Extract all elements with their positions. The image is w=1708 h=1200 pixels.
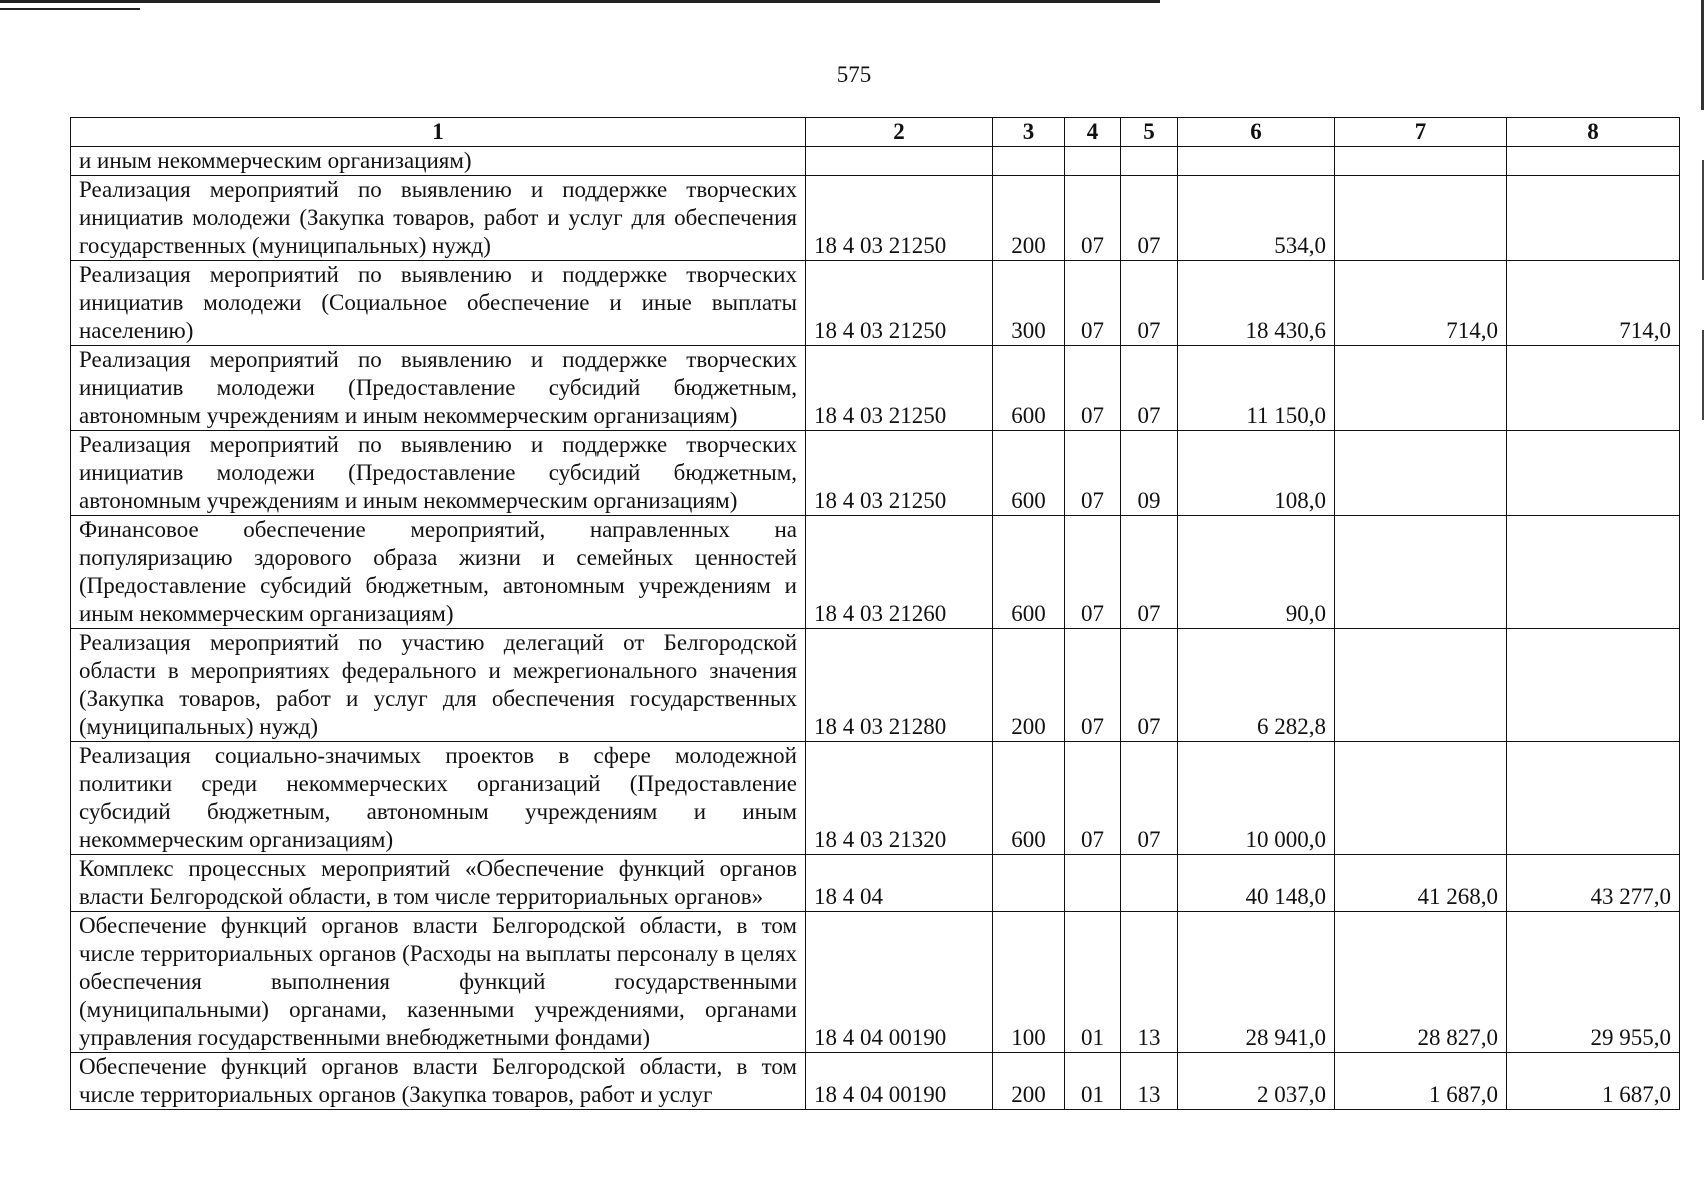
amount-col7 [1335, 431, 1507, 516]
subsection-code: 13 [1121, 912, 1178, 1053]
target-article-code: 18 4 03 21280 [806, 629, 993, 742]
row-name: Обеспечение функций органов власти Белгородской области, в том числе территориальных органов (Расходы на выплаты персоналу в целях обеспечения выполнения функций государственными (муниципальными) органами, казенными учреждениями, органами управления государственными внебюджетными фондами) [71, 912, 806, 1053]
amount-col7: 41 268,0 [1335, 855, 1507, 912]
scan-edge-mark [1702, 160, 1704, 280]
subsection-code: 13 [1121, 1053, 1178, 1110]
target-article-code: 18 4 04 00190 [806, 1053, 993, 1110]
amount-col6: 90,0 [1178, 516, 1335, 629]
section-code [1065, 855, 1121, 912]
table-row [71, 431, 1680, 516]
scan-edge-line [0, 8, 140, 10]
target-article-code: 18 4 03 21250 [806, 431, 993, 516]
expense-type: 200 [993, 1053, 1065, 1110]
amount-col7 [1335, 176, 1507, 261]
amount-col7: 714,0 [1335, 261, 1507, 346]
row-name: Реализация мероприятий по выявлению и поддержке творческих инициатив молодежи (Предоставление субсидий бюджетным, автономным учреждениям и иным некоммерческим организациям) [71, 431, 806, 516]
expense-type: 600 [993, 742, 1065, 855]
row-name: Комплекс процессных мероприятий «Обеспечение функций органов власти Белгородской области, в том числе территориальных органов» [71, 855, 806, 912]
row-name: Реализация мероприятий по выявлению и поддержке творческих инициатив молодежи (Предоставление субсидий бюджетным, автономным учреждениям и иным некоммерческим организациям) [71, 346, 806, 431]
table-row [71, 516, 1680, 629]
amount-col6: 6 282,8 [1178, 629, 1335, 742]
target-article-code: 18 4 03 21250 [806, 261, 993, 346]
table-row [71, 742, 1680, 855]
amount-col7 [1335, 742, 1507, 855]
expense-type: 600 [993, 346, 1065, 431]
amount-col8 [1507, 431, 1680, 516]
table-row [71, 629, 1680, 742]
subsection-code: 07 [1121, 516, 1178, 629]
row-name: Обеспечение функций органов власти Белгородской области, в том числе территориальных органов (Закупка товаров, работ и услуг [71, 1053, 806, 1110]
amount-col7 [1335, 346, 1507, 431]
section-code: 07 [1065, 742, 1121, 855]
subsection-code: 07 [1121, 742, 1178, 855]
subsection-code [1121, 855, 1178, 912]
amount-col6: 2 037,0 [1178, 1053, 1335, 1110]
expense-type: 600 [993, 516, 1065, 629]
column-header: 2 [806, 118, 993, 147]
target-article-code [806, 147, 993, 176]
row-name: Реализация мероприятий по выявлению и поддержке творческих инициатив молодежи (Социальное обеспечение и иные выплаты населению) [71, 261, 806, 346]
expense-type: 200 [993, 629, 1065, 742]
section-code [1065, 147, 1121, 176]
amount-col7 [1335, 629, 1507, 742]
subsection-code: 07 [1121, 176, 1178, 261]
row-name: и иным некоммерческим организациям) [71, 147, 806, 176]
subsection-code [1121, 147, 1178, 176]
column-header: 4 [1065, 118, 1121, 147]
expense-type [993, 855, 1065, 912]
section-code: 07 [1065, 261, 1121, 346]
table-row [71, 176, 1680, 261]
page-number: 575 [836, 62, 872, 87]
amount-col6: 534,0 [1178, 176, 1335, 261]
amount-col6: 10 000,0 [1178, 742, 1335, 855]
table-row [71, 1053, 1680, 1110]
amount-col7: 1 687,0 [1335, 1053, 1507, 1110]
amount-col8: 43 277,0 [1507, 855, 1680, 912]
target-article-code: 18 4 03 21250 [806, 176, 993, 261]
amount-col6: 40 148,0 [1178, 855, 1335, 912]
target-article-code: 18 4 03 21250 [806, 346, 993, 431]
section-code: 07 [1065, 176, 1121, 261]
column-header: 6 [1178, 118, 1335, 147]
amount-col6: 18 430,6 [1178, 261, 1335, 346]
target-article-code: 18 4 03 21260 [806, 516, 993, 629]
amount-col6 [1178, 147, 1335, 176]
scan-edge-mark [1701, 0, 1704, 110]
column-header: 8 [1507, 118, 1680, 147]
amount-col7: 28 827,0 [1335, 912, 1507, 1053]
subsection-code: 07 [1121, 346, 1178, 431]
subsection-code: 07 [1121, 629, 1178, 742]
amount-col7 [1335, 516, 1507, 629]
table-row [71, 912, 1680, 1053]
section-code: 01 [1065, 1053, 1121, 1110]
row-name: Финансовое обеспечение мероприятий, направленных на популяризацию здорового образа жизни и семейных ценностей (Предоставление субсидий бюджетным, автономным учреждениям и иным некоммерческим организациям) [71, 516, 806, 629]
amount-col8: 714,0 [1507, 261, 1680, 346]
column-header: 1 [71, 118, 806, 147]
row-name: Реализация социально-значимых проектов в сфере молодежной политики среди некоммерческих организаций (Предоставление субсидий бюджетным, автономным учреждениям и иным некоммерческим организациям) [71, 742, 806, 855]
amount-col8 [1507, 147, 1680, 176]
table-row [71, 261, 1680, 346]
table-row [71, 147, 1680, 176]
column-header: 7 [1335, 118, 1507, 147]
expense-type: 200 [993, 176, 1065, 261]
amount-col8 [1507, 629, 1680, 742]
scan-edge-line [0, 0, 1160, 3]
amount-col8 [1507, 346, 1680, 431]
expense-type [993, 147, 1065, 176]
amount-col8 [1507, 742, 1680, 855]
amount-col8: 29 955,0 [1507, 912, 1680, 1053]
section-code: 07 [1065, 431, 1121, 516]
subsection-code: 07 [1121, 261, 1178, 346]
amount-col6: 108,0 [1178, 431, 1335, 516]
table-header-row [71, 118, 1680, 147]
expense-type: 100 [993, 912, 1065, 1053]
amount-col8 [1507, 516, 1680, 629]
section-code: 07 [1065, 516, 1121, 629]
row-name: Реализация мероприятий по участию делегаций от Белгородской области в мероприятиях федерального и межрегионального значения (Закупка товаров, работ и услуг для обеспечения государственных (муниципальных) нужд) [71, 629, 806, 742]
amount-col8 [1507, 176, 1680, 261]
section-code: 07 [1065, 629, 1121, 742]
section-code: 01 [1065, 912, 1121, 1053]
amount-col8: 1 687,0 [1507, 1053, 1680, 1110]
expense-type: 600 [993, 431, 1065, 516]
target-article-code: 18 4 03 21320 [806, 742, 993, 855]
amount-col6: 28 941,0 [1178, 912, 1335, 1053]
amount-col6: 11 150,0 [1178, 346, 1335, 431]
expense-type: 300 [993, 261, 1065, 346]
target-article-code: 18 4 04 00190 [806, 912, 993, 1053]
section-code: 07 [1065, 346, 1121, 431]
column-header: 5 [1121, 118, 1178, 147]
row-name: Реализация мероприятий по выявлению и поддержке творческих инициатив молодежи (Закупка товаров, работ и услуг для обеспечения государственных (муниципальных) нужд) [71, 176, 806, 261]
subsection-code: 09 [1121, 431, 1178, 516]
table-row [71, 855, 1680, 912]
amount-col7 [1335, 147, 1507, 176]
target-article-code: 18 4 04 [806, 855, 993, 912]
column-header: 3 [993, 118, 1065, 147]
budget-table [70, 117, 1680, 1110]
table-row [71, 346, 1680, 431]
scan-edge-mark [1702, 330, 1704, 420]
